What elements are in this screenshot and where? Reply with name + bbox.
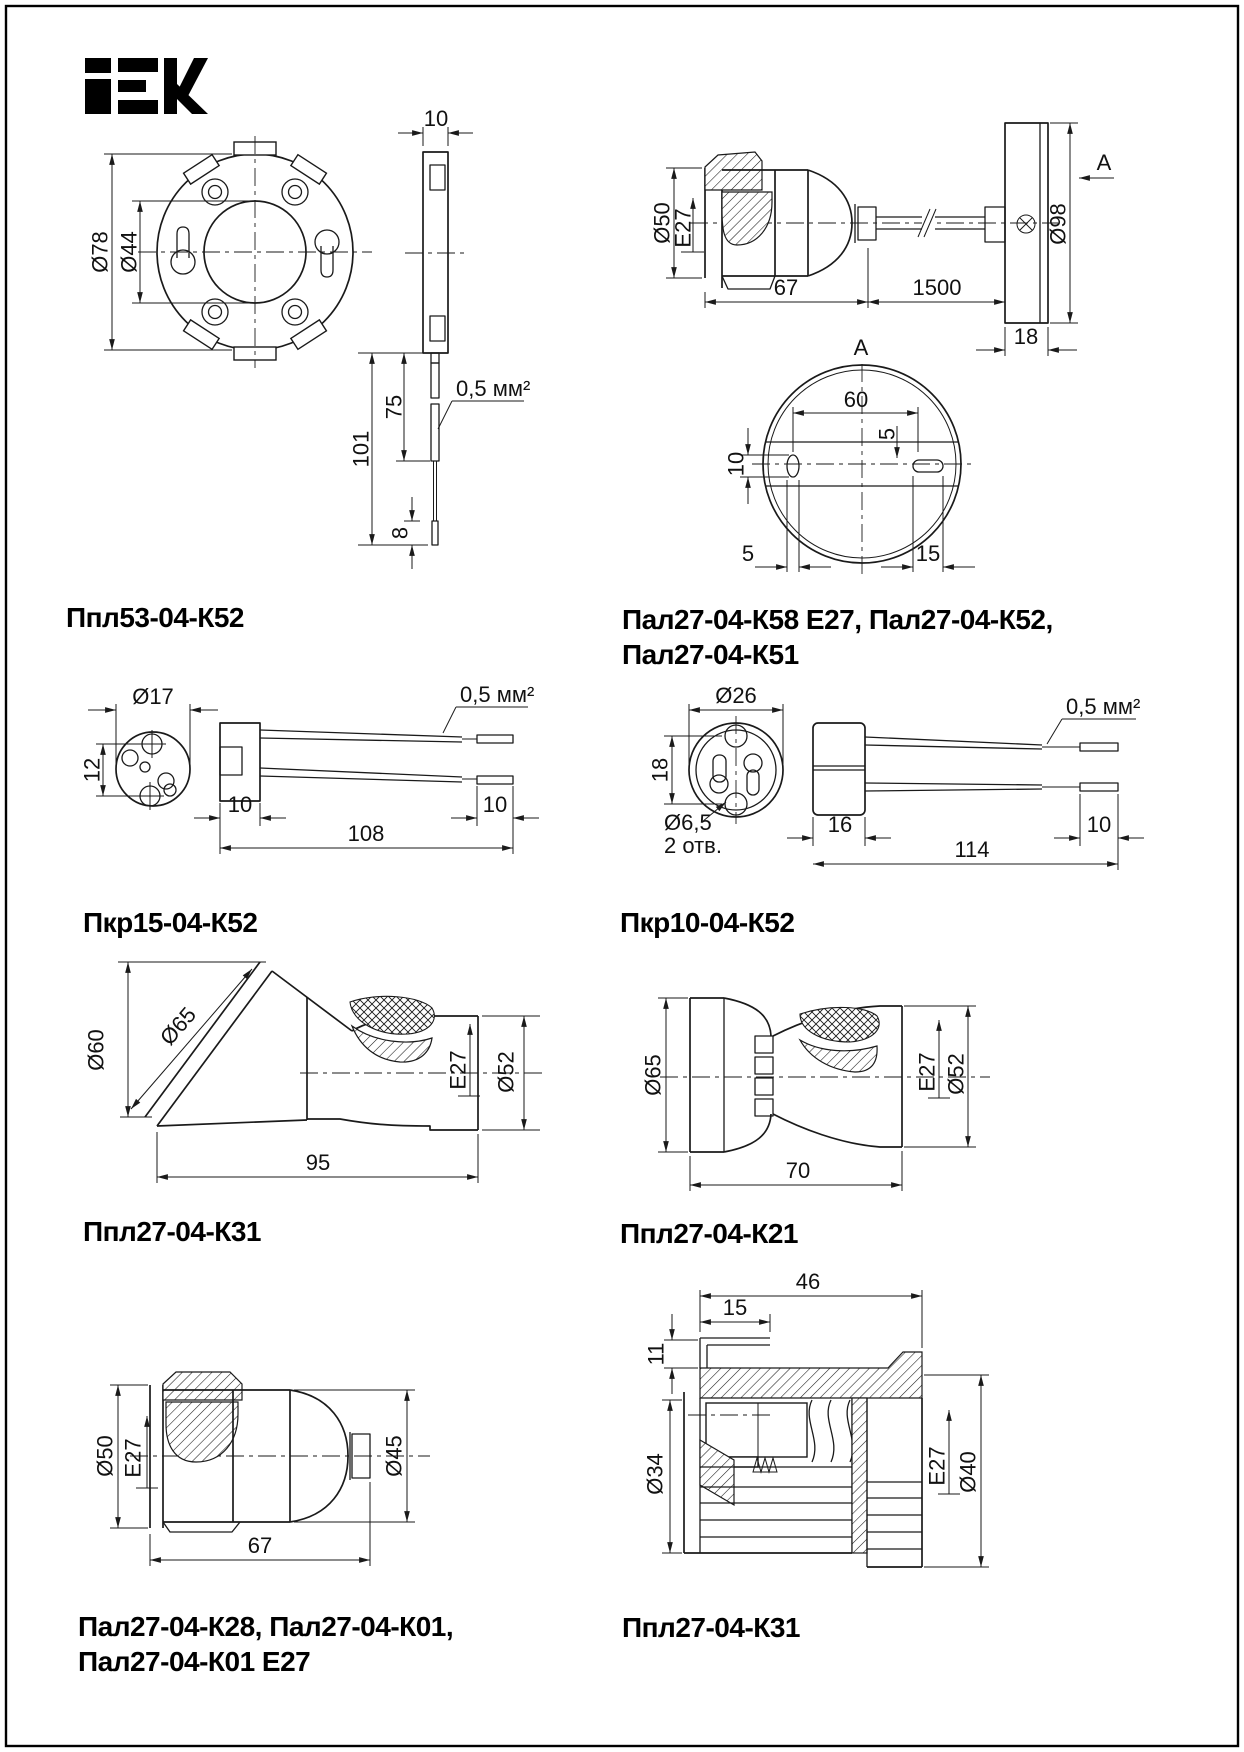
dim-d52: Ø52 <box>943 1053 969 1095</box>
fig7-lampholder <box>93 1372 431 1566</box>
dim-d26: Ø26 <box>715 683 757 708</box>
mount-slot-right <box>913 460 943 472</box>
iek-logo <box>85 58 208 114</box>
dim-e27: Е27 <box>670 208 696 248</box>
dim-h12: 12 <box>79 757 105 783</box>
dim-h18: 18 <box>647 757 673 783</box>
flange-section <box>700 1352 922 1398</box>
dim-d50: Ø50 <box>92 1435 118 1477</box>
keyhole-slot-left <box>177 227 189 258</box>
knurl-section <box>350 996 434 1034</box>
dim-l15: 15 <box>722 1295 748 1320</box>
dim-d65: Ø65 <box>640 1054 666 1096</box>
dim-s5bot: 5 <box>741 541 755 566</box>
cord-anchor <box>985 207 1005 242</box>
insert-cavity <box>706 1403 807 1457</box>
dim-d34: Ø34 <box>642 1453 668 1495</box>
dim-l70: 70 <box>785 1158 811 1183</box>
dim-s5top: 5 <box>874 427 900 441</box>
dim-l67: 67 <box>773 275 799 300</box>
flange-lip-section <box>705 152 762 190</box>
dim-e27: Е27 <box>924 1446 950 1486</box>
fig1-side-view <box>349 106 531 569</box>
fig4-label: Пкр10-04-К52 <box>620 907 795 938</box>
dim-d78: Ø78 <box>87 231 113 273</box>
wire-spec-label: 0,5 мм² <box>1066 694 1141 719</box>
thread-section <box>166 1402 238 1462</box>
dim-e27: Е27 <box>120 1438 146 1478</box>
dim-l46: 46 <box>795 1269 821 1294</box>
dim-d52: Ø52 <box>493 1051 519 1093</box>
dim-l67: 67 <box>247 1533 273 1558</box>
dim-t10: 10 <box>423 106 449 131</box>
dim-d60: Ø60 <box>83 1029 109 1071</box>
wire-spec-label: 0,5 мм² <box>460 682 535 707</box>
dim-w16: 16 <box>827 812 853 837</box>
socket-side-outline <box>220 723 260 801</box>
mount-slot-left <box>787 455 799 477</box>
dim-d40: Ø40 <box>955 1451 981 1493</box>
fig7-label-line2: Пал27-04-К01 Е27 <box>78 1646 311 1677</box>
socket-front-outline <box>689 723 783 817</box>
dim-d44: Ø44 <box>116 231 142 273</box>
fig2-label-line1: Пал27-04-К58 Е27, Пал27-04-К52, <box>622 604 1053 635</box>
page-border <box>6 6 1238 1746</box>
dim-l75: 75 <box>381 394 407 420</box>
dim-l101: 101 <box>348 430 374 468</box>
dim-s10: 10 <box>723 451 749 477</box>
wire-tip-bottom <box>477 776 513 784</box>
dim-w10: 10 <box>227 792 253 817</box>
fig5-angled-lampholder <box>84 962 546 1183</box>
fig8-lampholder-section <box>643 1269 990 1567</box>
dim-d65: Ø65 <box>154 1002 202 1050</box>
knurl-section <box>800 1007 879 1042</box>
fig3-socket <box>80 682 540 854</box>
thread-section <box>800 1040 877 1072</box>
dim-d17: Ø17 <box>132 684 174 709</box>
fig5-label: Ппл27-04-К31 <box>83 1216 261 1247</box>
dim-l1500: 1500 <box>912 275 962 300</box>
dim-tip10: 10 <box>482 792 508 817</box>
fig4-socket <box>648 683 1145 870</box>
dim-t18: 18 <box>1013 324 1039 349</box>
dim-h11: 11 <box>643 1342 669 1366</box>
dim-l8: 8 <box>387 526 413 540</box>
dim-e27: Е27 <box>445 1050 471 1090</box>
thread-section <box>722 192 772 245</box>
cord-nipple <box>858 207 876 240</box>
dim-s60: 60 <box>843 387 869 412</box>
flange-lip-section <box>163 1372 242 1400</box>
fig2-label-line2: Пал27-04-К51 <box>622 639 799 670</box>
view-a-label: А <box>853 335 869 360</box>
dim-tip10: 10 <box>1086 812 1112 837</box>
dim-l114: 114 <box>954 837 990 862</box>
dim-d45: Ø45 <box>381 1435 407 1477</box>
dim-e27: Е27 <box>914 1052 940 1092</box>
fig1-flange-front-view <box>88 136 373 368</box>
fig2-lampholder-side-view <box>650 123 1115 356</box>
dim-s15: 15 <box>915 541 941 566</box>
wire-tip-bottom <box>1080 783 1118 791</box>
dim-hole-count: 2 отв. <box>664 833 722 858</box>
keyhole-slot-right <box>321 246 333 277</box>
plate-side-outline <box>423 152 448 353</box>
view-arrow-letter: А <box>1096 150 1112 175</box>
fig2-view-A <box>724 335 976 578</box>
socket-front-outline <box>116 732 190 806</box>
dim-l108: 108 <box>347 821 385 846</box>
fig3-label: Пкр15-04-К52 <box>83 907 258 938</box>
socket-side-outline <box>813 723 865 815</box>
wire-tip-top <box>477 735 513 743</box>
fig7-label-line1: Пал27-04-К28, Пал27-04-К01, <box>78 1611 454 1642</box>
dim-d98: Ø98 <box>1045 203 1071 245</box>
wire-tip-top <box>1080 743 1118 751</box>
fig6-lampholder <box>641 998 991 1191</box>
fig8-label: Ппл27-04-К31 <box>622 1612 800 1643</box>
fig6-label: Ппл27-04-К21 <box>620 1218 798 1249</box>
fig1-label: Ппл53-04-К52 <box>66 602 244 633</box>
dim-d50: Ø50 <box>649 202 675 244</box>
dim-hole-d: Ø6,5 <box>664 810 712 835</box>
wire-spec-label: 0,5 мм² <box>456 376 531 401</box>
dim-l95: 95 <box>305 1150 331 1175</box>
